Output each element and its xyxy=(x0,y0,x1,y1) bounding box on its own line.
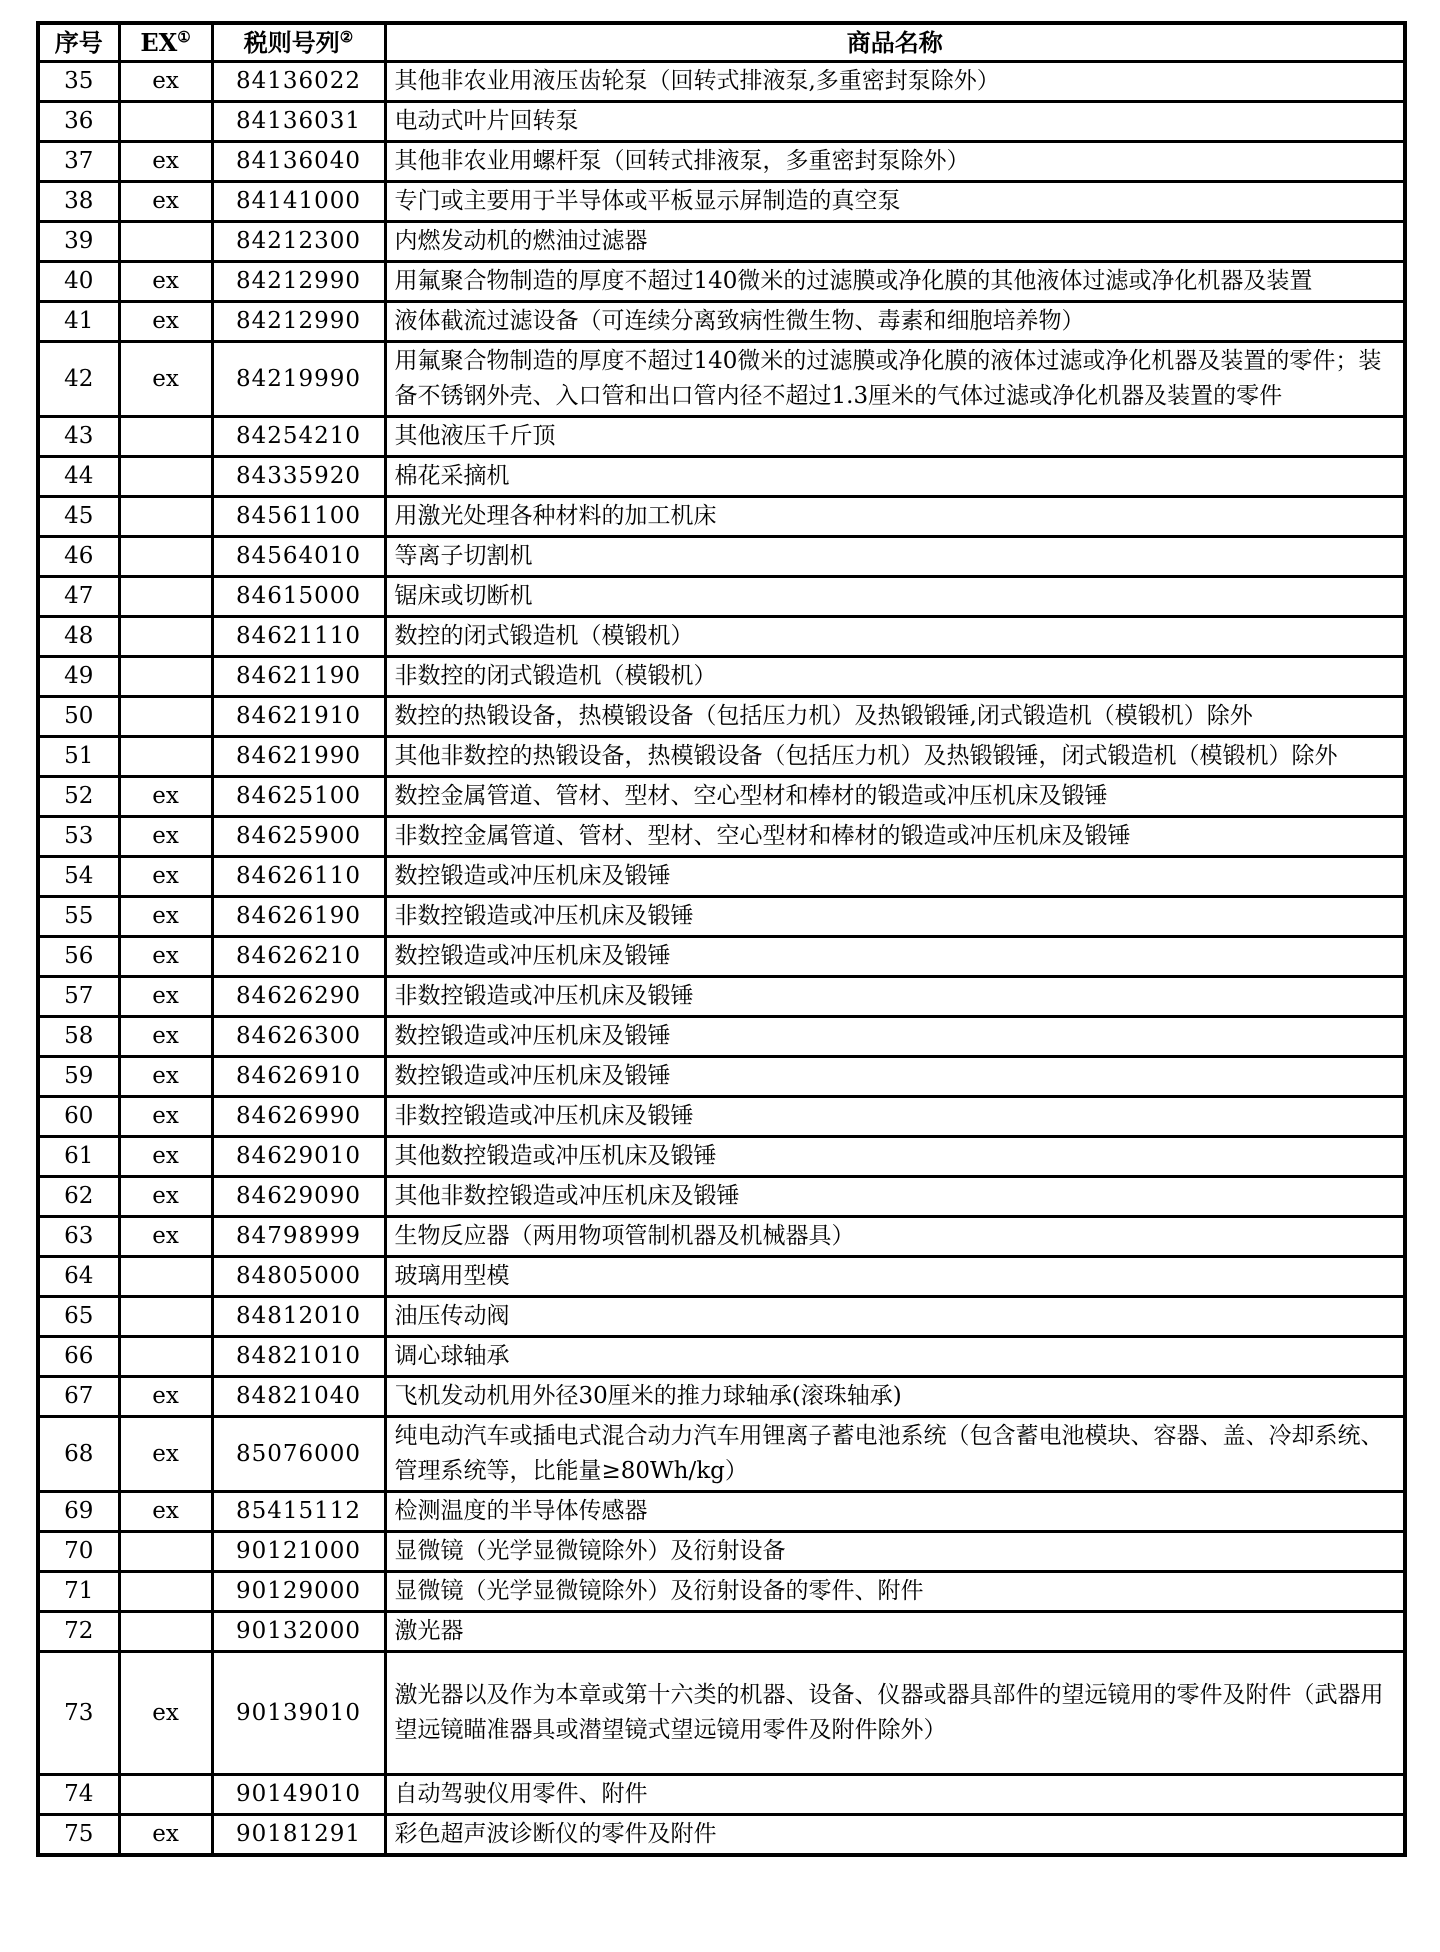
table-row xyxy=(38,1177,1405,1217)
product-name-cell: 非数控锻造或冲压机床及锻锤 xyxy=(385,897,1405,937)
table-row xyxy=(38,537,1405,577)
serial-cell: 38 xyxy=(38,182,119,222)
product-name-cell: 数控锻造或冲压机床及锻锤 xyxy=(385,857,1405,897)
serial-cell: 46 xyxy=(38,537,119,577)
table-row xyxy=(38,222,1405,262)
tariff-code-cell: 84821040 xyxy=(212,1377,385,1417)
table-row xyxy=(38,697,1405,737)
tariff-code-cell: 84626990 xyxy=(212,1097,385,1137)
tariff-code-cell: 84564010 xyxy=(212,537,385,577)
tariff-code-cell: 90149010 xyxy=(212,1775,385,1815)
serial-cell: 72 xyxy=(38,1612,119,1652)
tariff-code-cell: 84615000 xyxy=(212,577,385,617)
table-row xyxy=(38,737,1405,777)
product-name-cell: 飞机发动机用外径30厘米的推力球轴承(滚珠轴承) xyxy=(385,1377,1405,1417)
serial-cell: 71 xyxy=(38,1572,119,1612)
product-name-cell: 用氟聚合物制造的厚度不超过140微米的过滤膜或净化膜的液体过滤或净化机器及装置的零件；装备不锈钢外壳、入口管和出口管内径不超过1.3厘米的气体过滤或净化机器及装置的零件 xyxy=(385,342,1405,417)
tariff-code-cell: 90121000 xyxy=(212,1532,385,1572)
tariff-code-cell: 90132000 xyxy=(212,1612,385,1652)
table-row xyxy=(38,777,1405,817)
serial-cell: 63 xyxy=(38,1217,119,1257)
product-name-cell: 用激光处理各种材料的加工机床 xyxy=(385,497,1405,537)
serial-cell: 70 xyxy=(38,1532,119,1572)
serial-cell: 66 xyxy=(38,1337,119,1377)
product-name-cell: 纯电动汽车或插电式混合动力汽车用锂离子蓄电池系统（包含蓄电池模块、容器、盖、冷却系统、管理系统等，比能量≥80Wh/kg） xyxy=(385,1417,1405,1492)
serial-cell: 55 xyxy=(38,897,119,937)
tariff-code-cell: 84621910 xyxy=(212,697,385,737)
product-name-cell: 电动式叶片回转泵 xyxy=(385,102,1405,142)
serial-cell: 35 xyxy=(38,62,119,102)
ex-cell: ex xyxy=(119,62,212,102)
serial-cell: 37 xyxy=(38,142,119,182)
tariff-code-cell: 84629010 xyxy=(212,1137,385,1177)
table-row xyxy=(38,457,1405,497)
serial-cell: 73 xyxy=(38,1652,119,1775)
product-name-cell: 油压传动阀 xyxy=(385,1297,1405,1337)
ex-cell: ex xyxy=(119,342,212,417)
ex-cell: ex xyxy=(119,262,212,302)
tariff-code-cell: 84626210 xyxy=(212,937,385,977)
ex-cell: ex xyxy=(119,1017,212,1057)
serial-cell: 42 xyxy=(38,342,119,417)
product-name-cell: 自动驾驶仪用零件、附件 xyxy=(385,1775,1405,1815)
ex-cell: ex xyxy=(119,142,212,182)
ex-cell: ex xyxy=(119,1217,212,1257)
tariff-code-cell: 84629090 xyxy=(212,1177,385,1217)
tariff-code-cell: 84625100 xyxy=(212,777,385,817)
tariff-code-cell: 84561100 xyxy=(212,497,385,537)
table-row xyxy=(38,897,1405,937)
table-row xyxy=(38,182,1405,222)
table-row xyxy=(38,1652,1405,1775)
tariff-code-header-label: 税则号列 xyxy=(243,28,340,57)
table-row xyxy=(38,142,1405,182)
table-row xyxy=(38,497,1405,537)
ex-cell xyxy=(119,1775,212,1815)
ex-cell: ex xyxy=(119,897,212,937)
table-row xyxy=(38,617,1405,657)
ex-cell xyxy=(119,657,212,697)
ex-cell: ex xyxy=(119,1177,212,1217)
table-row xyxy=(38,1137,1405,1177)
tariff-code-cell: 84812010 xyxy=(212,1297,385,1337)
tariff-code-cell: 84621110 xyxy=(212,617,385,657)
serial-cell: 68 xyxy=(38,1417,119,1492)
serial-cell: 57 xyxy=(38,977,119,1017)
table-row xyxy=(38,62,1405,102)
ex-cell: ex xyxy=(119,777,212,817)
tariff-code-cell: 84621190 xyxy=(212,657,385,697)
ex-cell: ex xyxy=(119,1417,212,1492)
table-row xyxy=(38,1417,1405,1492)
product-name-cell: 其他非农业用液压齿轮泵（回转式排液泵,多重密封泵除外） xyxy=(385,62,1405,102)
ex-cell: ex xyxy=(119,302,212,342)
product-name-cell: 其他非数控的热锻设备，热模锻设备（包括压力机）及热锻锻锤，闭式锻造机（模锻机）除外 xyxy=(385,737,1405,777)
tariff-code-footnote-mark: ② xyxy=(339,28,354,46)
table-row xyxy=(38,577,1405,617)
ex-cell xyxy=(119,222,212,262)
tariff-code-cell: 84335920 xyxy=(212,457,385,497)
tariff-code-cell: 84626190 xyxy=(212,897,385,937)
ex-cell xyxy=(119,1297,212,1337)
table-row xyxy=(38,1337,1405,1377)
ex-cell: ex xyxy=(119,1377,212,1417)
table-row xyxy=(38,937,1405,977)
serial-cell: 58 xyxy=(38,1017,119,1057)
ex-cell xyxy=(119,737,212,777)
product-name-cell: 其他液压千斤顶 xyxy=(385,417,1405,457)
column-header-tariff-code xyxy=(212,23,385,62)
serial-cell: 60 xyxy=(38,1097,119,1137)
serial-cell: 54 xyxy=(38,857,119,897)
serial-cell: 36 xyxy=(38,102,119,142)
product-name-cell: 激光器 xyxy=(385,1612,1405,1652)
ex-cell: ex xyxy=(119,857,212,897)
column-header-product-name xyxy=(385,23,1405,62)
tariff-code-cell: 85076000 xyxy=(212,1417,385,1492)
table-row xyxy=(38,817,1405,857)
product-name-header-label: 商品名称 xyxy=(846,28,943,57)
ex-header-label: EX xyxy=(140,28,178,57)
product-name-cell: 非数控锻造或冲压机床及锻锤 xyxy=(385,977,1405,1017)
product-name-cell: 等离子切割机 xyxy=(385,537,1405,577)
ex-cell xyxy=(119,1572,212,1612)
product-name-cell: 其他非数控锻造或冲压机床及锻锤 xyxy=(385,1177,1405,1217)
ex-cell xyxy=(119,457,212,497)
tariff-code-cell: 84821010 xyxy=(212,1337,385,1377)
product-name-cell: 内燃发动机的燃油过滤器 xyxy=(385,222,1405,262)
tariff-code-cell: 84212300 xyxy=(212,222,385,262)
column-header-serial xyxy=(38,23,119,62)
product-name-cell: 玻璃用型模 xyxy=(385,1257,1405,1297)
product-name-cell: 其他数控锻造或冲压机床及锻锤 xyxy=(385,1137,1405,1177)
tariff-table xyxy=(36,21,1407,1857)
tariff-code-cell: 84805000 xyxy=(212,1257,385,1297)
table-row xyxy=(38,1492,1405,1532)
ex-cell: ex xyxy=(119,977,212,1017)
table-row xyxy=(38,1612,1405,1652)
serial-cell: 51 xyxy=(38,737,119,777)
serial-cell: 39 xyxy=(38,222,119,262)
tariff-code-cell: 84626110 xyxy=(212,857,385,897)
serial-cell: 69 xyxy=(38,1492,119,1532)
ex-footnote-mark: ① xyxy=(177,28,191,46)
tariff-code-cell: 90181291 xyxy=(212,1815,385,1856)
ex-cell xyxy=(119,1612,212,1652)
serial-cell: 74 xyxy=(38,1775,119,1815)
ex-cell xyxy=(119,417,212,457)
product-name-cell: 激光器以及作为本章或第十六类的机器、设备、仪器或器具部件的望远镜用的零件及附件（武器用望远镜瞄准器具或潜望镜式望远镜用零件及附件除外） xyxy=(385,1652,1405,1775)
ex-cell: ex xyxy=(119,1492,212,1532)
ex-cell xyxy=(119,497,212,537)
table-row xyxy=(38,1057,1405,1097)
ex-cell xyxy=(119,1257,212,1297)
serial-cell: 49 xyxy=(38,657,119,697)
product-name-cell: 彩色超声波诊断仪的零件及附件 xyxy=(385,1815,1405,1856)
tariff-code-cell: 84254210 xyxy=(212,417,385,457)
table-row xyxy=(38,1097,1405,1137)
table-row xyxy=(38,1377,1405,1417)
tariff-code-cell: 84625900 xyxy=(212,817,385,857)
ex-cell: ex xyxy=(119,817,212,857)
ex-cell: ex xyxy=(119,937,212,977)
serial-cell: 52 xyxy=(38,777,119,817)
tariff-code-cell: 84621990 xyxy=(212,737,385,777)
serial-cell: 47 xyxy=(38,577,119,617)
ex-cell: ex xyxy=(119,1137,212,1177)
table-row xyxy=(38,302,1405,342)
tariff-code-cell: 84141000 xyxy=(212,182,385,222)
ex-cell: ex xyxy=(119,1057,212,1097)
ex-cell xyxy=(119,1337,212,1377)
product-name-cell: 非数控锻造或冲压机床及锻锤 xyxy=(385,1097,1405,1137)
serial-cell: 62 xyxy=(38,1177,119,1217)
tariff-code-cell: 90139010 xyxy=(212,1652,385,1775)
ex-cell: ex xyxy=(119,1097,212,1137)
tariff-code-cell: 84212990 xyxy=(212,262,385,302)
ex-cell: ex xyxy=(119,182,212,222)
table-row xyxy=(38,342,1405,417)
table-row xyxy=(38,1775,1405,1815)
serial-cell: 56 xyxy=(38,937,119,977)
product-name-cell: 显微镜（光学显微镜除外）及衍射设备的零件、附件 xyxy=(385,1572,1405,1612)
ex-cell xyxy=(119,537,212,577)
product-name-cell: 数控锻造或冲压机床及锻锤 xyxy=(385,937,1405,977)
serial-cell: 75 xyxy=(38,1815,119,1856)
tariff-code-cell: 84136040 xyxy=(212,142,385,182)
serial-cell: 65 xyxy=(38,1297,119,1337)
column-header-ex xyxy=(119,23,212,62)
product-name-cell: 生物反应器（两用物项管制机器及机械器具） xyxy=(385,1217,1405,1257)
serial-cell: 44 xyxy=(38,457,119,497)
table-row xyxy=(38,657,1405,697)
table-row xyxy=(38,1572,1405,1612)
serial-header-label: 序号 xyxy=(54,28,103,57)
tariff-code-cell: 85415112 xyxy=(212,1492,385,1532)
tariff-code-cell: 84212990 xyxy=(212,302,385,342)
ex-cell xyxy=(119,617,212,657)
serial-cell: 40 xyxy=(38,262,119,302)
serial-cell: 67 xyxy=(38,1377,119,1417)
table-row xyxy=(38,857,1405,897)
ex-cell xyxy=(119,102,212,142)
table-row xyxy=(38,1257,1405,1297)
tariff-code-cell: 84798999 xyxy=(212,1217,385,1257)
serial-cell: 48 xyxy=(38,617,119,657)
serial-cell: 43 xyxy=(38,417,119,457)
tariff-code-cell: 84136031 xyxy=(212,102,385,142)
table-row xyxy=(38,1532,1405,1572)
product-name-cell: 用氟聚合物制造的厚度不超过140微米的过滤膜或净化膜的其他液体过滤或净化机器及装置 xyxy=(385,262,1405,302)
serial-cell: 59 xyxy=(38,1057,119,1097)
product-name-cell: 数控锻造或冲压机床及锻锤 xyxy=(385,1017,1405,1057)
product-name-cell: 液体截流过滤设备（可连续分离致病性微生物、毒素和细胞培养物） xyxy=(385,302,1405,342)
table-row xyxy=(38,1815,1405,1856)
tariff-code-cell: 84626300 xyxy=(212,1017,385,1057)
ex-cell: ex xyxy=(119,1652,212,1775)
table-row xyxy=(38,262,1405,302)
ex-cell xyxy=(119,697,212,737)
table-header xyxy=(38,23,1405,62)
product-name-cell: 调心球轴承 xyxy=(385,1337,1405,1377)
table-row xyxy=(38,417,1405,457)
ex-cell: ex xyxy=(119,1815,212,1856)
table-row xyxy=(38,1217,1405,1257)
ex-cell xyxy=(119,1532,212,1572)
table-body xyxy=(38,62,1405,1856)
serial-cell: 64 xyxy=(38,1257,119,1297)
product-name-cell: 数控的热锻设备，热模锻设备（包括压力机）及热锻锻锤,闭式锻造机（模锻机）除外 xyxy=(385,697,1405,737)
table-row xyxy=(38,977,1405,1017)
tariff-code-cell: 84136022 xyxy=(212,62,385,102)
product-name-cell: 显微镜（光学显微镜除外）及衍射设备 xyxy=(385,1532,1405,1572)
table-row xyxy=(38,1297,1405,1337)
tariff-code-cell: 84626290 xyxy=(212,977,385,1017)
product-name-cell: 非数控金属管道、管材、型材、空心型材和棒材的锻造或冲压机床及锻锤 xyxy=(385,817,1405,857)
tariff-code-cell: 84626910 xyxy=(212,1057,385,1097)
tariff-code-cell: 90129000 xyxy=(212,1572,385,1612)
product-name-cell: 数控锻造或冲压机床及锻锤 xyxy=(385,1057,1405,1097)
tariff-code-cell: 84219990 xyxy=(212,342,385,417)
table-row xyxy=(38,102,1405,142)
product-name-cell: 数控金属管道、管材、型材、空心型材和棒材的锻造或冲压机床及锻锤 xyxy=(385,777,1405,817)
product-name-cell: 检测温度的半导体传感器 xyxy=(385,1492,1405,1532)
product-name-cell: 其他非农业用螺杆泵（回转式排液泵，多重密封泵除外） xyxy=(385,142,1405,182)
product-name-cell: 专门或主要用于半导体或平板显示屏制造的真空泵 xyxy=(385,182,1405,222)
serial-cell: 53 xyxy=(38,817,119,857)
serial-cell: 50 xyxy=(38,697,119,737)
header-row xyxy=(38,23,1405,62)
product-name-cell: 数控的闭式锻造机（模锻机） xyxy=(385,617,1405,657)
product-name-cell: 非数控的闭式锻造机（模锻机） xyxy=(385,657,1405,697)
serial-cell: 41 xyxy=(38,302,119,342)
product-name-cell: 棉花采摘机 xyxy=(385,457,1405,497)
serial-cell: 61 xyxy=(38,1137,119,1177)
product-name-cell: 锯床或切断机 xyxy=(385,577,1405,617)
ex-cell xyxy=(119,577,212,617)
serial-cell: 45 xyxy=(38,497,119,537)
table-row xyxy=(38,1017,1405,1057)
